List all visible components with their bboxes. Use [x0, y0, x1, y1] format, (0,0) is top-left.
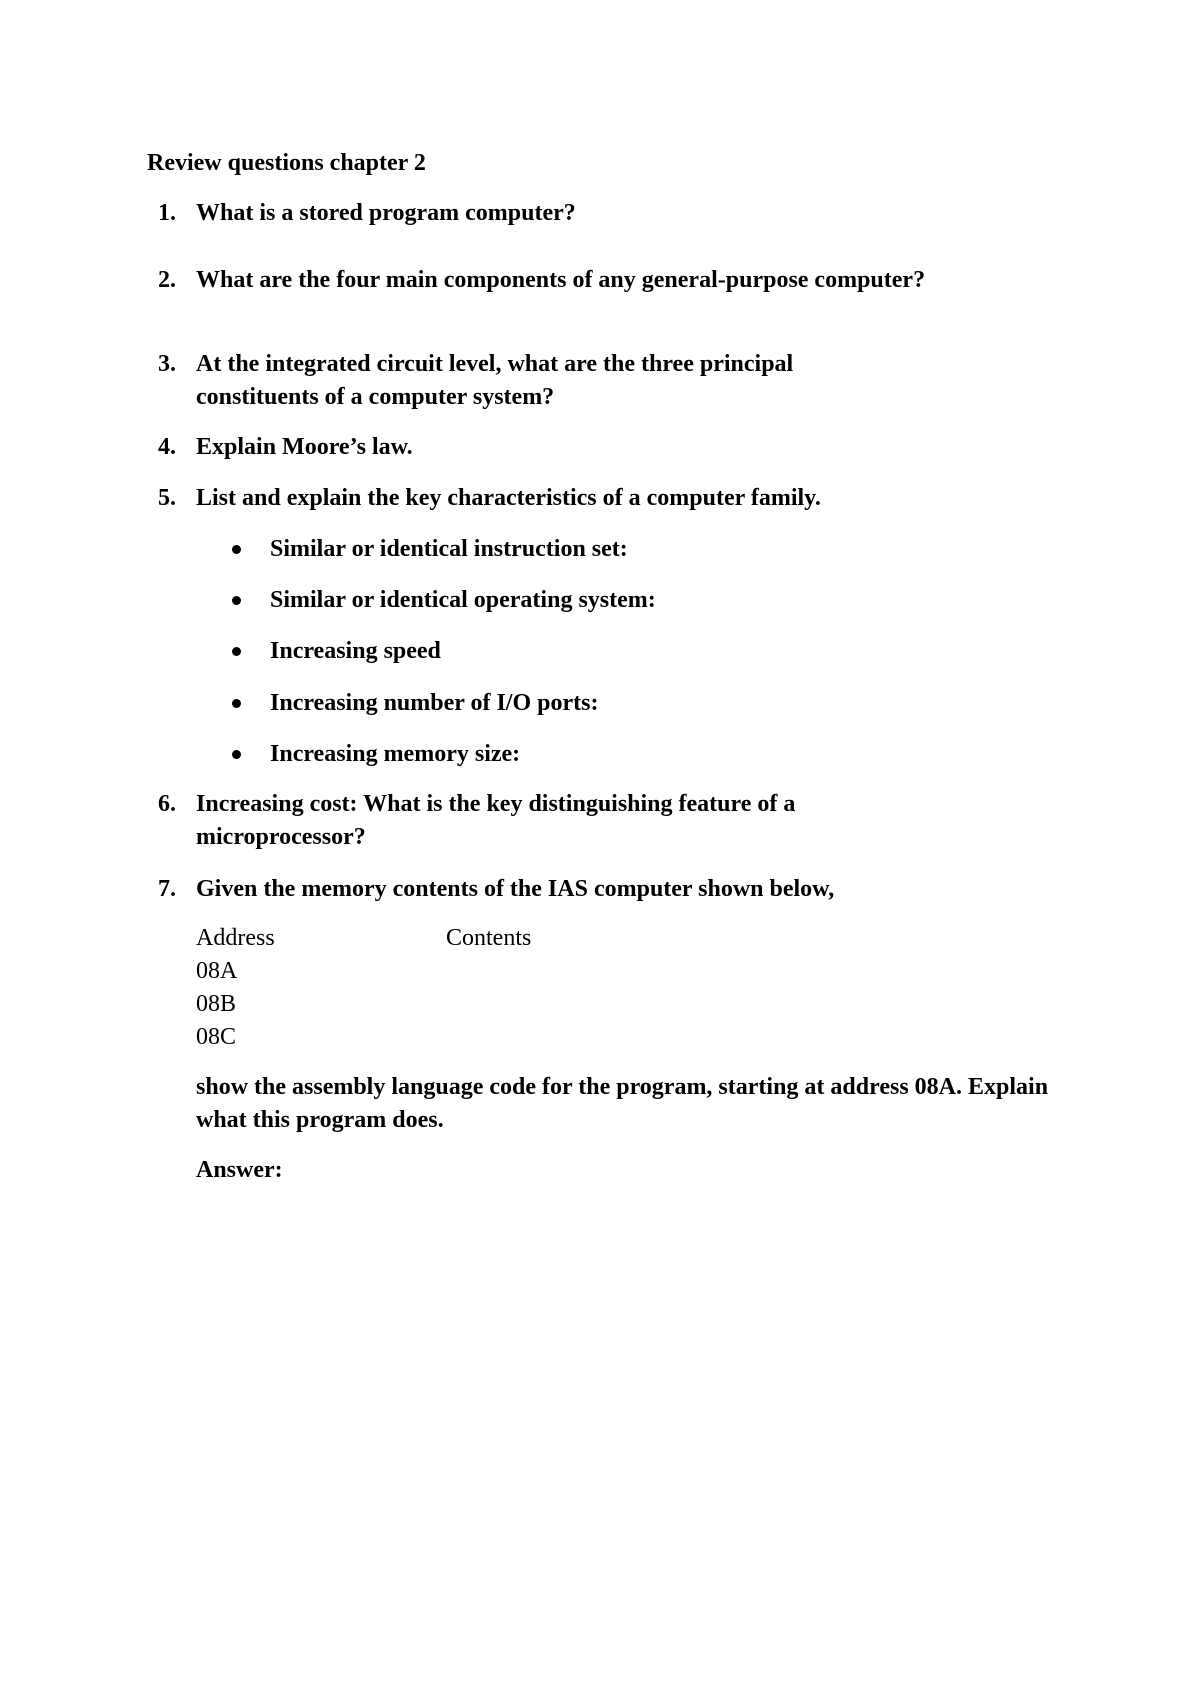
memory-header-contents: Contents — [446, 925, 532, 951]
question-text: Increasing cost: What is the key distinguishing feature of a microprocessor? — [196, 791, 796, 850]
question-7 — [158, 873, 1058, 906]
question-number: 1. — [158, 200, 176, 226]
list-item: Similar or identical operating system: — [232, 585, 656, 615]
followup-text: show the assembly language code for the program, starting at address 08A. Explain what this program does. — [196, 1074, 1049, 1133]
memory-address: 08C — [196, 1024, 237, 1050]
question-3 — [158, 348, 918, 414]
question-number: 7. — [158, 876, 176, 902]
question-text: List and explain the key characteristics of a computer family. — [196, 485, 821, 511]
question-number: 4. — [158, 434, 176, 460]
question-number: 3. — [158, 351, 176, 377]
list-item: Increasing number of I/O ports: — [232, 688, 598, 718]
document-title: Review questions chapter 2 — [147, 150, 426, 176]
memory-address: 08A — [196, 958, 238, 984]
question-text: What is a stored program computer? — [196, 200, 576, 226]
memory-header-address: Address — [196, 925, 275, 951]
question-5 — [158, 482, 1058, 515]
question-number: 6. — [158, 791, 176, 817]
bullet-icon — [232, 647, 241, 656]
bullet-icon — [232, 596, 241, 605]
question-4 — [158, 431, 1058, 464]
bullet-icon — [232, 545, 241, 554]
question-2 — [158, 264, 938, 297]
list-item: Increasing speed — [232, 636, 441, 666]
question-number: 5. — [158, 485, 176, 511]
question-1 — [158, 197, 1058, 230]
bullet-icon — [232, 750, 241, 759]
question-text: Explain Moore’s law. — [196, 434, 413, 460]
memory-address: 08B — [196, 991, 237, 1017]
list-item: Increasing memory size: — [232, 739, 520, 769]
question-text: What are the four main components of any general-purpose computer? — [196, 267, 926, 293]
list-item: Similar or identical instruction set: — [232, 534, 628, 564]
answer-label: Answer: — [196, 1157, 283, 1183]
question-number: 2. — [158, 267, 176, 293]
bullet-icon — [232, 699, 241, 708]
question-6 — [158, 788, 898, 854]
question-text: At the integrated circuit level, what are the three principal constituents of a computer system? — [196, 351, 794, 410]
question-text: Given the memory contents of the IAS computer shown below, — [196, 876, 835, 902]
